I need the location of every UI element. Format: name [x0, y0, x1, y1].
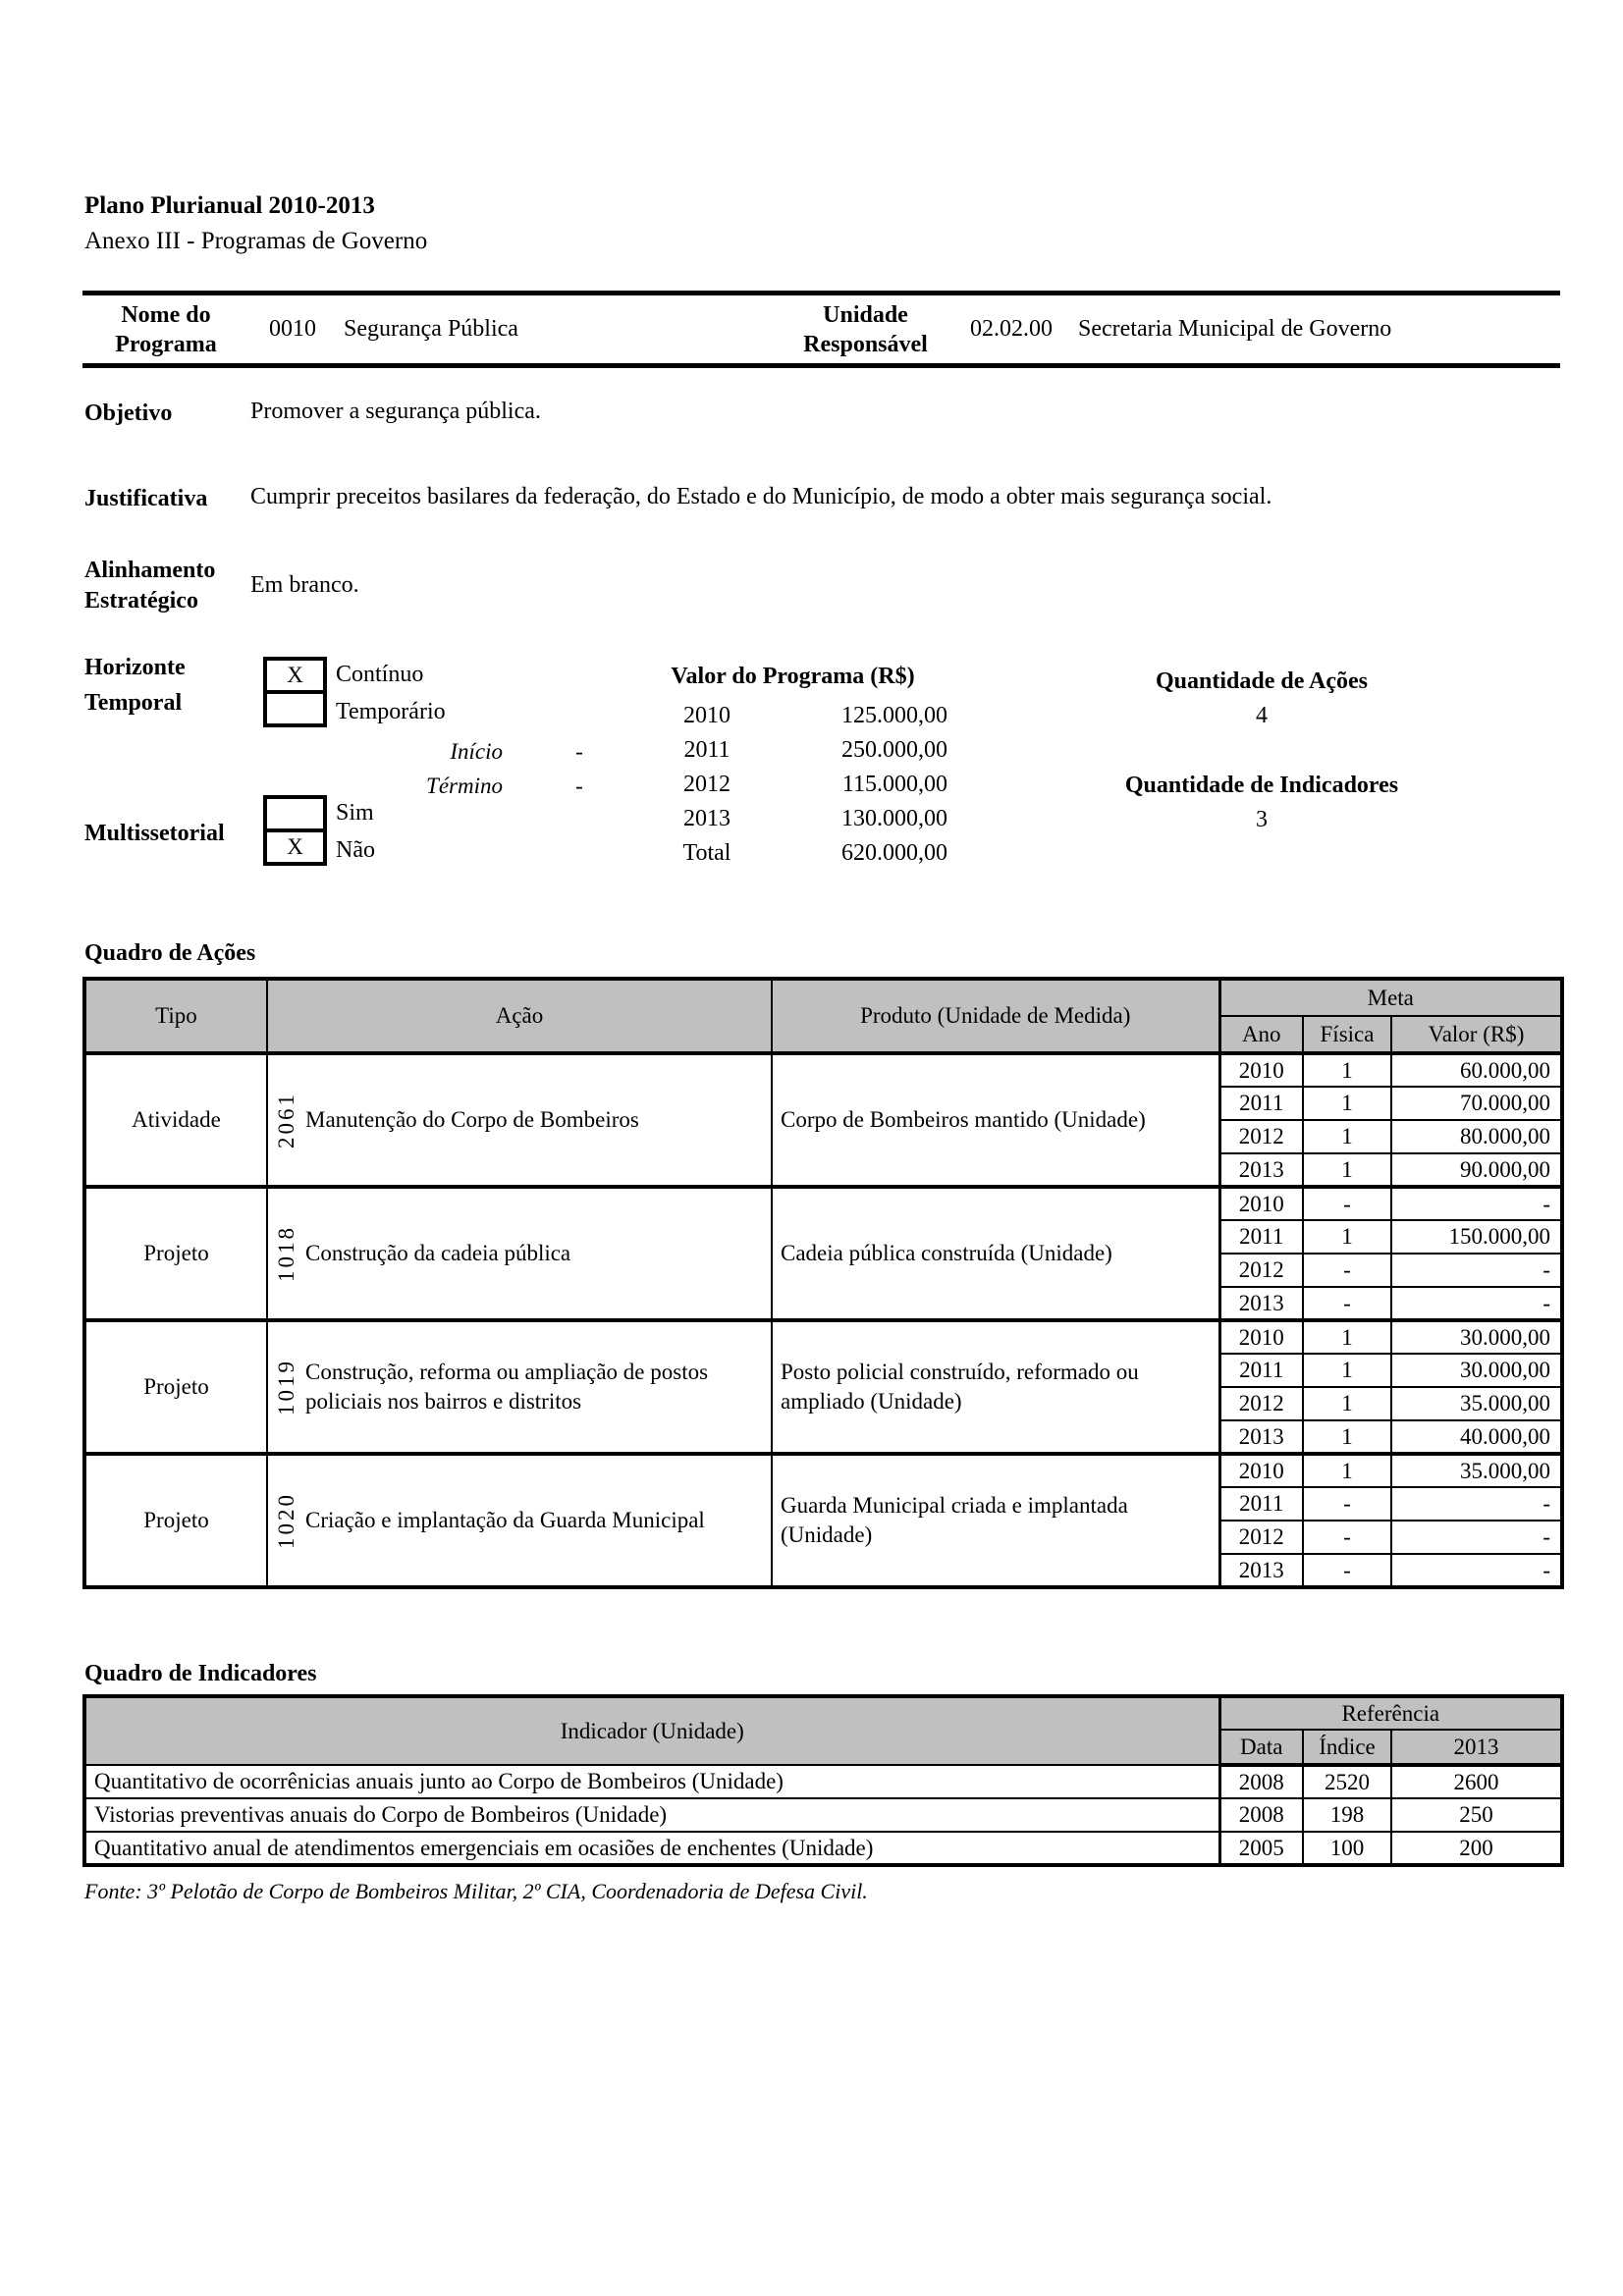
page-title: Plano Plurianual 2010-2013	[84, 192, 375, 219]
end-label: Término	[426, 774, 503, 798]
meta-physical: -	[1303, 1287, 1391, 1320]
action-description: Construção, reforma ou ampliação de postos policiais nos bairros e distritos	[305, 1360, 709, 1414]
no-checkbox: X	[287, 834, 303, 859]
col-header-fisica: Física	[1303, 1016, 1391, 1053]
start-label: Início	[450, 739, 503, 764]
col-header-referencia: Referência	[1219, 1696, 1562, 1730]
meta-year: 2013	[1219, 1554, 1303, 1587]
meta-year: 2010	[1219, 1454, 1303, 1487]
end-value: -	[575, 774, 583, 798]
responsible-unit-label: Unidade Responsável	[803, 301, 928, 357]
responsible-unit-value	[956, 316, 1560, 343]
action-code-rotated: 1018	[274, 1225, 298, 1282]
meta-value: 80.000,00	[1391, 1120, 1562, 1153]
source-note: Fonte: 3º Pelotão de Corpo de Bombeiros Militar, 2º CIA, Coordenadoria de Defesa Civil.	[84, 1879, 868, 1903]
action-type: Atividade	[84, 1053, 267, 1187]
action-type: Projeto	[84, 1320, 267, 1454]
indicators-count-label: Quantidade de Indicadores	[1124, 772, 1399, 798]
year-label: 2011	[683, 737, 730, 763]
justification-value: Cumprir preceitos basilares da federação, do Estado e do Município, de modo a obter mais segurança social.	[250, 484, 1272, 509]
action-cell	[267, 1320, 772, 1454]
year-amount: 115.000,00	[841, 772, 947, 797]
indicator-description: Quantitativo anual de atendimentos emergenciais em ocasiões de enchentes (Unidade)	[84, 1832, 1219, 1865]
program-value-total-row	[638, 836, 947, 871]
meta-physical: 1	[1303, 1087, 1391, 1120]
meta-year: 2012	[1219, 1521, 1303, 1554]
objective-label: Objetivo	[84, 400, 173, 426]
meta-year: 2012	[1219, 1254, 1303, 1287]
indicator-row	[84, 1765, 1562, 1798]
col-header-meta: Meta	[1219, 979, 1562, 1016]
meta-physical: 1	[1303, 1320, 1391, 1354]
meta-value: -	[1391, 1487, 1562, 1521]
action-group-row	[84, 1320, 1562, 1354]
action-code-rotated: 1019	[274, 1359, 298, 1415]
meta-physical: 1	[1303, 1387, 1391, 1420]
continuous-checkbox: X	[267, 661, 323, 694]
meta-year: 2013	[1219, 1420, 1303, 1454]
program-value-row	[638, 733, 947, 768]
col-header-indice: Índice	[1303, 1730, 1391, 1765]
meta-physical: 1	[1303, 1354, 1391, 1387]
yes-label: Sim	[336, 800, 374, 826]
program-value-row	[638, 768, 947, 802]
no-label: Não	[336, 837, 375, 863]
temporary-label: Temporário	[336, 699, 446, 724]
total-label: Total	[682, 840, 731, 866]
page-subtitle: Anexo III - Programas de Governo	[84, 228, 428, 254]
meta-physical: 1	[1303, 1153, 1391, 1187]
meta-value: -	[1391, 1254, 1562, 1287]
indicator-index: 100	[1303, 1832, 1391, 1865]
indicators-table	[82, 1694, 1564, 1867]
program-value-block	[638, 664, 947, 871]
meta-value: 35.000,00	[1391, 1454, 1562, 1487]
year-label: 2012	[683, 772, 730, 797]
meta-physical: 1	[1303, 1220, 1391, 1254]
meta-year: 2013	[1219, 1287, 1303, 1320]
indicator-date: 2008	[1219, 1798, 1303, 1832]
indicator-description: Quantitativo de ocorrênicias anuais junto ao Corpo de Bombeiros (Unidade)	[84, 1765, 1219, 1798]
meta-value: 35.000,00	[1391, 1387, 1562, 1420]
meta-value: -	[1391, 1521, 1562, 1554]
total-amount: 620.000,00	[841, 840, 947, 866]
meta-year: 2011	[1219, 1354, 1303, 1387]
action-type: Projeto	[84, 1187, 267, 1320]
col-header-ano: Ano	[1219, 1016, 1303, 1053]
indicator-row	[84, 1798, 1562, 1832]
meta-value: 90.000,00	[1391, 1153, 1562, 1187]
year-amount: 130.000,00	[841, 806, 947, 831]
program-value-row	[638, 699, 947, 733]
indicators-table-title: Quadro de Indicadores	[84, 1661, 317, 1686]
justification-label: Justificativa	[84, 486, 208, 511]
meta-value: 30.000,00	[1391, 1320, 1562, 1354]
actions-table-title: Quadro de Ações	[84, 940, 256, 966]
meta-value: 60.000,00	[1391, 1053, 1562, 1087]
action-group-row	[84, 1187, 1562, 1220]
meta-physical: -	[1303, 1187, 1391, 1220]
year-label: 2010	[683, 703, 730, 728]
indicator-row	[84, 1832, 1562, 1865]
indicator-index: 2520	[1303, 1765, 1391, 1798]
meta-value: -	[1391, 1287, 1562, 1320]
col-header-acao: Ação	[267, 979, 772, 1053]
meta-year: 2010	[1219, 1320, 1303, 1354]
meta-value: -	[1391, 1187, 1562, 1220]
action-product: Cadeia pública construída (Unidade)	[772, 1187, 1219, 1320]
meta-year: 2011	[1219, 1087, 1303, 1120]
meta-value: 30.000,00	[1391, 1354, 1562, 1387]
time-horizon-checkboxes	[263, 657, 327, 727]
indicator-target-2013: 2600	[1391, 1765, 1562, 1798]
action-description: Construção da cadeia pública	[305, 1241, 571, 1266]
strategic-alignment-value: Em branco.	[250, 572, 359, 598]
action-product: Posto policial construído, reformado ou ampliado (Unidade)	[772, 1320, 1219, 1454]
meta-year: 2010	[1219, 1187, 1303, 1220]
col-header-tipo: Tipo	[84, 979, 267, 1053]
action-description: Manutenção do Corpo de Bombeiros	[305, 1107, 639, 1133]
unit-name: Secretaria Municipal de Governo	[1078, 316, 1392, 342]
program-value-row	[638, 802, 947, 836]
col-header-indicador: Indicador (Unidade)	[84, 1696, 1219, 1765]
meta-year: 2011	[1219, 1487, 1303, 1521]
indicator-date: 2005	[1219, 1832, 1303, 1865]
action-code-rotated: 2061	[274, 1092, 298, 1148]
action-code-rotated: 1020	[274, 1492, 298, 1549]
meta-year: 2011	[1219, 1220, 1303, 1254]
year-label: 2013	[683, 806, 730, 831]
meta-value: 70.000,00	[1391, 1087, 1562, 1120]
start-value: -	[575, 739, 583, 764]
actions-table	[82, 977, 1564, 1589]
indicator-target-2013: 200	[1391, 1832, 1562, 1865]
action-group-row	[84, 1454, 1562, 1487]
objective-value: Promover a segurança pública.	[250, 399, 541, 424]
temporary-checkbox	[267, 694, 323, 723]
action-product: Corpo de Bombeiros mantido (Unidade)	[772, 1053, 1219, 1187]
col-header-2013: 2013	[1391, 1730, 1562, 1765]
meta-value: 150.000,00	[1391, 1220, 1562, 1254]
meta-year: 2012	[1219, 1120, 1303, 1153]
action-cell	[267, 1187, 772, 1320]
indicator-description: Vistorias preventivas anuais do Corpo de Bombeiros (Unidade)	[84, 1798, 1219, 1832]
action-type: Projeto	[84, 1454, 267, 1587]
indicator-index: 198	[1303, 1798, 1391, 1832]
action-description: Criação e implantação da Guarda Municipal	[305, 1508, 705, 1533]
meta-physical: -	[1303, 1487, 1391, 1521]
continuous-label: Contínuo	[336, 662, 424, 687]
meta-physical: 1	[1303, 1454, 1391, 1487]
col-header-valor: Valor (R$)	[1391, 1016, 1562, 1053]
meta-physical: -	[1303, 1254, 1391, 1287]
program-name-label: Nome do Programa	[115, 301, 217, 357]
meta-physical: 1	[1303, 1120, 1391, 1153]
meta-year: 2012	[1219, 1387, 1303, 1420]
year-amount: 250.000,00	[841, 737, 947, 763]
meta-physical: -	[1303, 1521, 1391, 1554]
meta-year: 2010	[1219, 1053, 1303, 1087]
meta-physical: 1	[1303, 1420, 1391, 1454]
meta-year: 2013	[1219, 1153, 1303, 1187]
program-code: 0010	[269, 316, 316, 342]
action-group-row	[84, 1053, 1562, 1087]
indicator-target-2013: 250	[1391, 1798, 1562, 1832]
meta-physical: -	[1303, 1554, 1391, 1587]
meta-value: -	[1391, 1554, 1562, 1587]
program-header-band	[82, 291, 1560, 368]
actions-count-value: 4	[1256, 703, 1268, 728]
quantities-block	[1051, 664, 1473, 837]
meta-physical: 1	[1303, 1053, 1391, 1087]
meta-value: 40.000,00	[1391, 1420, 1562, 1454]
action-product: Guarda Municipal criada e implantada (Unidade)	[772, 1454, 1219, 1587]
multisector-label: Multissetorial	[84, 821, 225, 846]
col-header-produto: Produto (Unidade de Medida)	[772, 979, 1219, 1053]
program-name: Segurança Pública	[344, 316, 518, 342]
col-header-data: Data	[1219, 1730, 1303, 1765]
time-horizon-label: Horizonte Temporal	[84, 655, 186, 716]
spacer	[1051, 733, 1473, 768]
action-cell	[267, 1053, 772, 1187]
yes-checkbox	[267, 799, 323, 832]
program-name-value	[249, 316, 775, 343]
action-cell	[267, 1454, 772, 1587]
actions-count-label: Quantidade de Ações	[1155, 667, 1369, 694]
indicator-date: 2008	[1219, 1765, 1303, 1798]
multisector-checkboxes	[263, 795, 327, 866]
year-amount: 125.000,00	[841, 703, 947, 728]
indicators-count-value: 3	[1256, 807, 1268, 832]
strategic-alignment-label: Alinhamento Estratégico	[84, 558, 216, 614]
unit-code: 02.02.00	[970, 316, 1053, 342]
program-value-title: Valor do Programa (R$)	[671, 664, 915, 689]
